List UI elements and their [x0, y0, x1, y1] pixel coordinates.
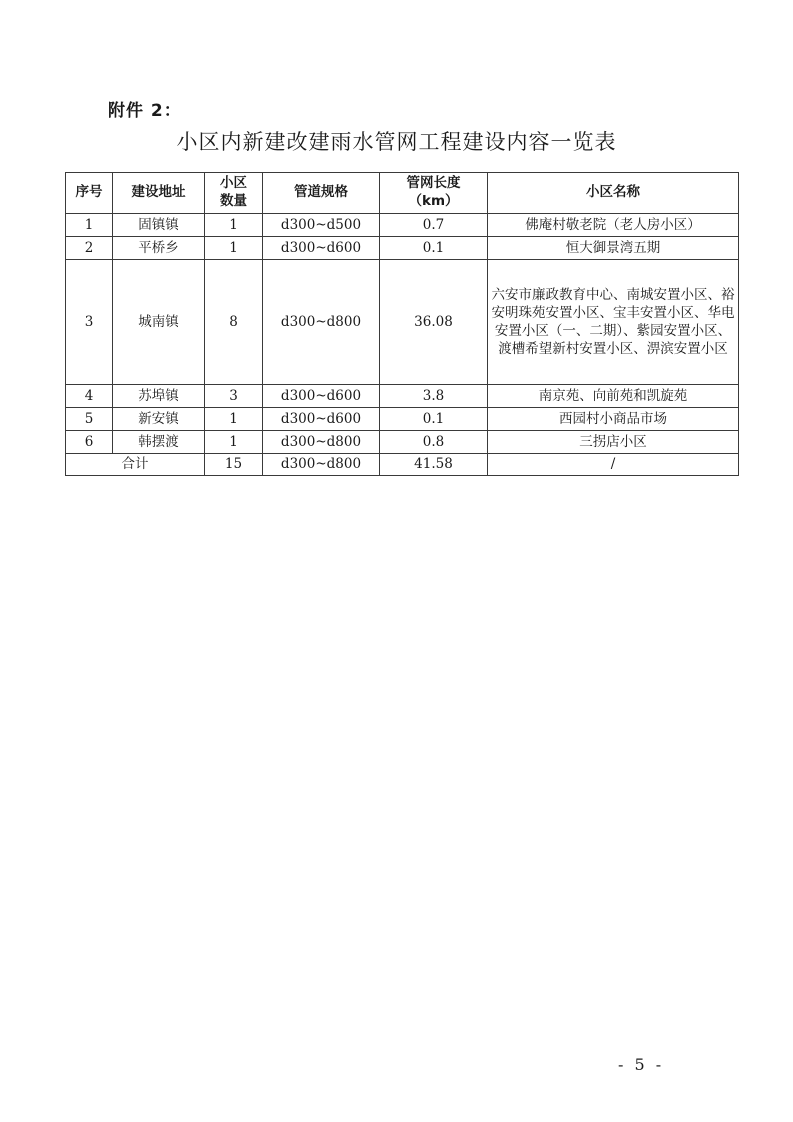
- cell-location: 固镇镇: [113, 214, 205, 237]
- total-spec: d300~d800: [263, 454, 380, 476]
- table-row: [66, 431, 739, 454]
- cell-no: 6: [66, 431, 113, 454]
- cell-names: 三拐店小区: [488, 431, 739, 454]
- table-header-row: [66, 173, 739, 214]
- table-row: [66, 260, 739, 385]
- header-no: 序号: [66, 173, 113, 214]
- construction-summary-table: [65, 172, 739, 476]
- cell-no: 2: [66, 237, 113, 260]
- cell-count: 1: [205, 408, 263, 431]
- cell-no: 4: [66, 385, 113, 408]
- cell-location: 韩摆渡: [113, 431, 205, 454]
- header-count-line2: 数量: [220, 193, 247, 209]
- cell-count: 1: [205, 237, 263, 260]
- table-row: [66, 237, 739, 260]
- cell-location: 新安镇: [113, 408, 205, 431]
- cell-names: 西园村小商品市场: [488, 408, 739, 431]
- total-length: 41.58: [380, 454, 488, 476]
- cell-count: 1: [205, 431, 263, 454]
- attachment-label: 附件 2：: [108, 101, 182, 121]
- cell-no: 5: [66, 408, 113, 431]
- header-location: 建设地址: [113, 173, 205, 214]
- cell-length: 0.1: [380, 408, 488, 431]
- cell-length: 0.8: [380, 431, 488, 454]
- cell-spec: d300~d600: [263, 237, 380, 260]
- cell-spec: d300~d800: [263, 260, 380, 385]
- cell-spec: d300~d600: [263, 385, 380, 408]
- header-length: [380, 173, 488, 214]
- cell-spec: d300~d500: [263, 214, 380, 237]
- total-label: 合计: [66, 454, 205, 476]
- cell-length: 3.8: [380, 385, 488, 408]
- cell-location: 平桥乡: [113, 237, 205, 260]
- table-row: [66, 385, 739, 408]
- page-number: - 5 -: [618, 1055, 665, 1074]
- cell-count: 1: [205, 214, 263, 237]
- total-count: 15: [205, 454, 263, 476]
- header-length-line1: 管网长度: [406, 175, 461, 192]
- total-names: /: [488, 454, 739, 476]
- cell-count: 3: [205, 385, 263, 408]
- header-count: [205, 173, 263, 214]
- header-length-line2: （km）: [408, 193, 459, 209]
- cell-count: 8: [205, 260, 263, 385]
- cell-location: 城南镇: [113, 260, 205, 385]
- document-title: 小区内新建改建雨水管网工程建设内容一览表: [176, 130, 617, 154]
- table-row: [66, 214, 739, 237]
- table-row: [66, 408, 739, 431]
- cell-names: 六安市廉政教育中心、南城安置小区、裕安明珠苑安置小区、宝丰安置小区、华电安置小区（一、二期）、紫园安置小区、渡槽希望新村安置小区、淠滨安置小区: [488, 260, 739, 385]
- header-names: 小区名称: [488, 173, 739, 214]
- cell-no: 3: [66, 260, 113, 385]
- header-count-line1: 小区: [220, 175, 247, 192]
- cell-location: 苏埠镇: [113, 385, 205, 408]
- table-total-row: [66, 454, 739, 476]
- cell-names: 南京苑、向前苑和凯旋苑: [488, 385, 739, 408]
- cell-no: 1: [66, 214, 113, 237]
- cell-spec: d300~d800: [263, 431, 380, 454]
- cell-length: 36.08: [380, 260, 488, 385]
- cell-names: 佛庵村敬老院（老人房小区）: [488, 214, 739, 237]
- header-spec: 管道规格: [263, 173, 380, 214]
- cell-length: 0.1: [380, 237, 488, 260]
- cell-names: 恒大御景湾五期: [488, 237, 739, 260]
- cell-spec: d300~d600: [263, 408, 380, 431]
- cell-length: 0.7: [380, 214, 488, 237]
